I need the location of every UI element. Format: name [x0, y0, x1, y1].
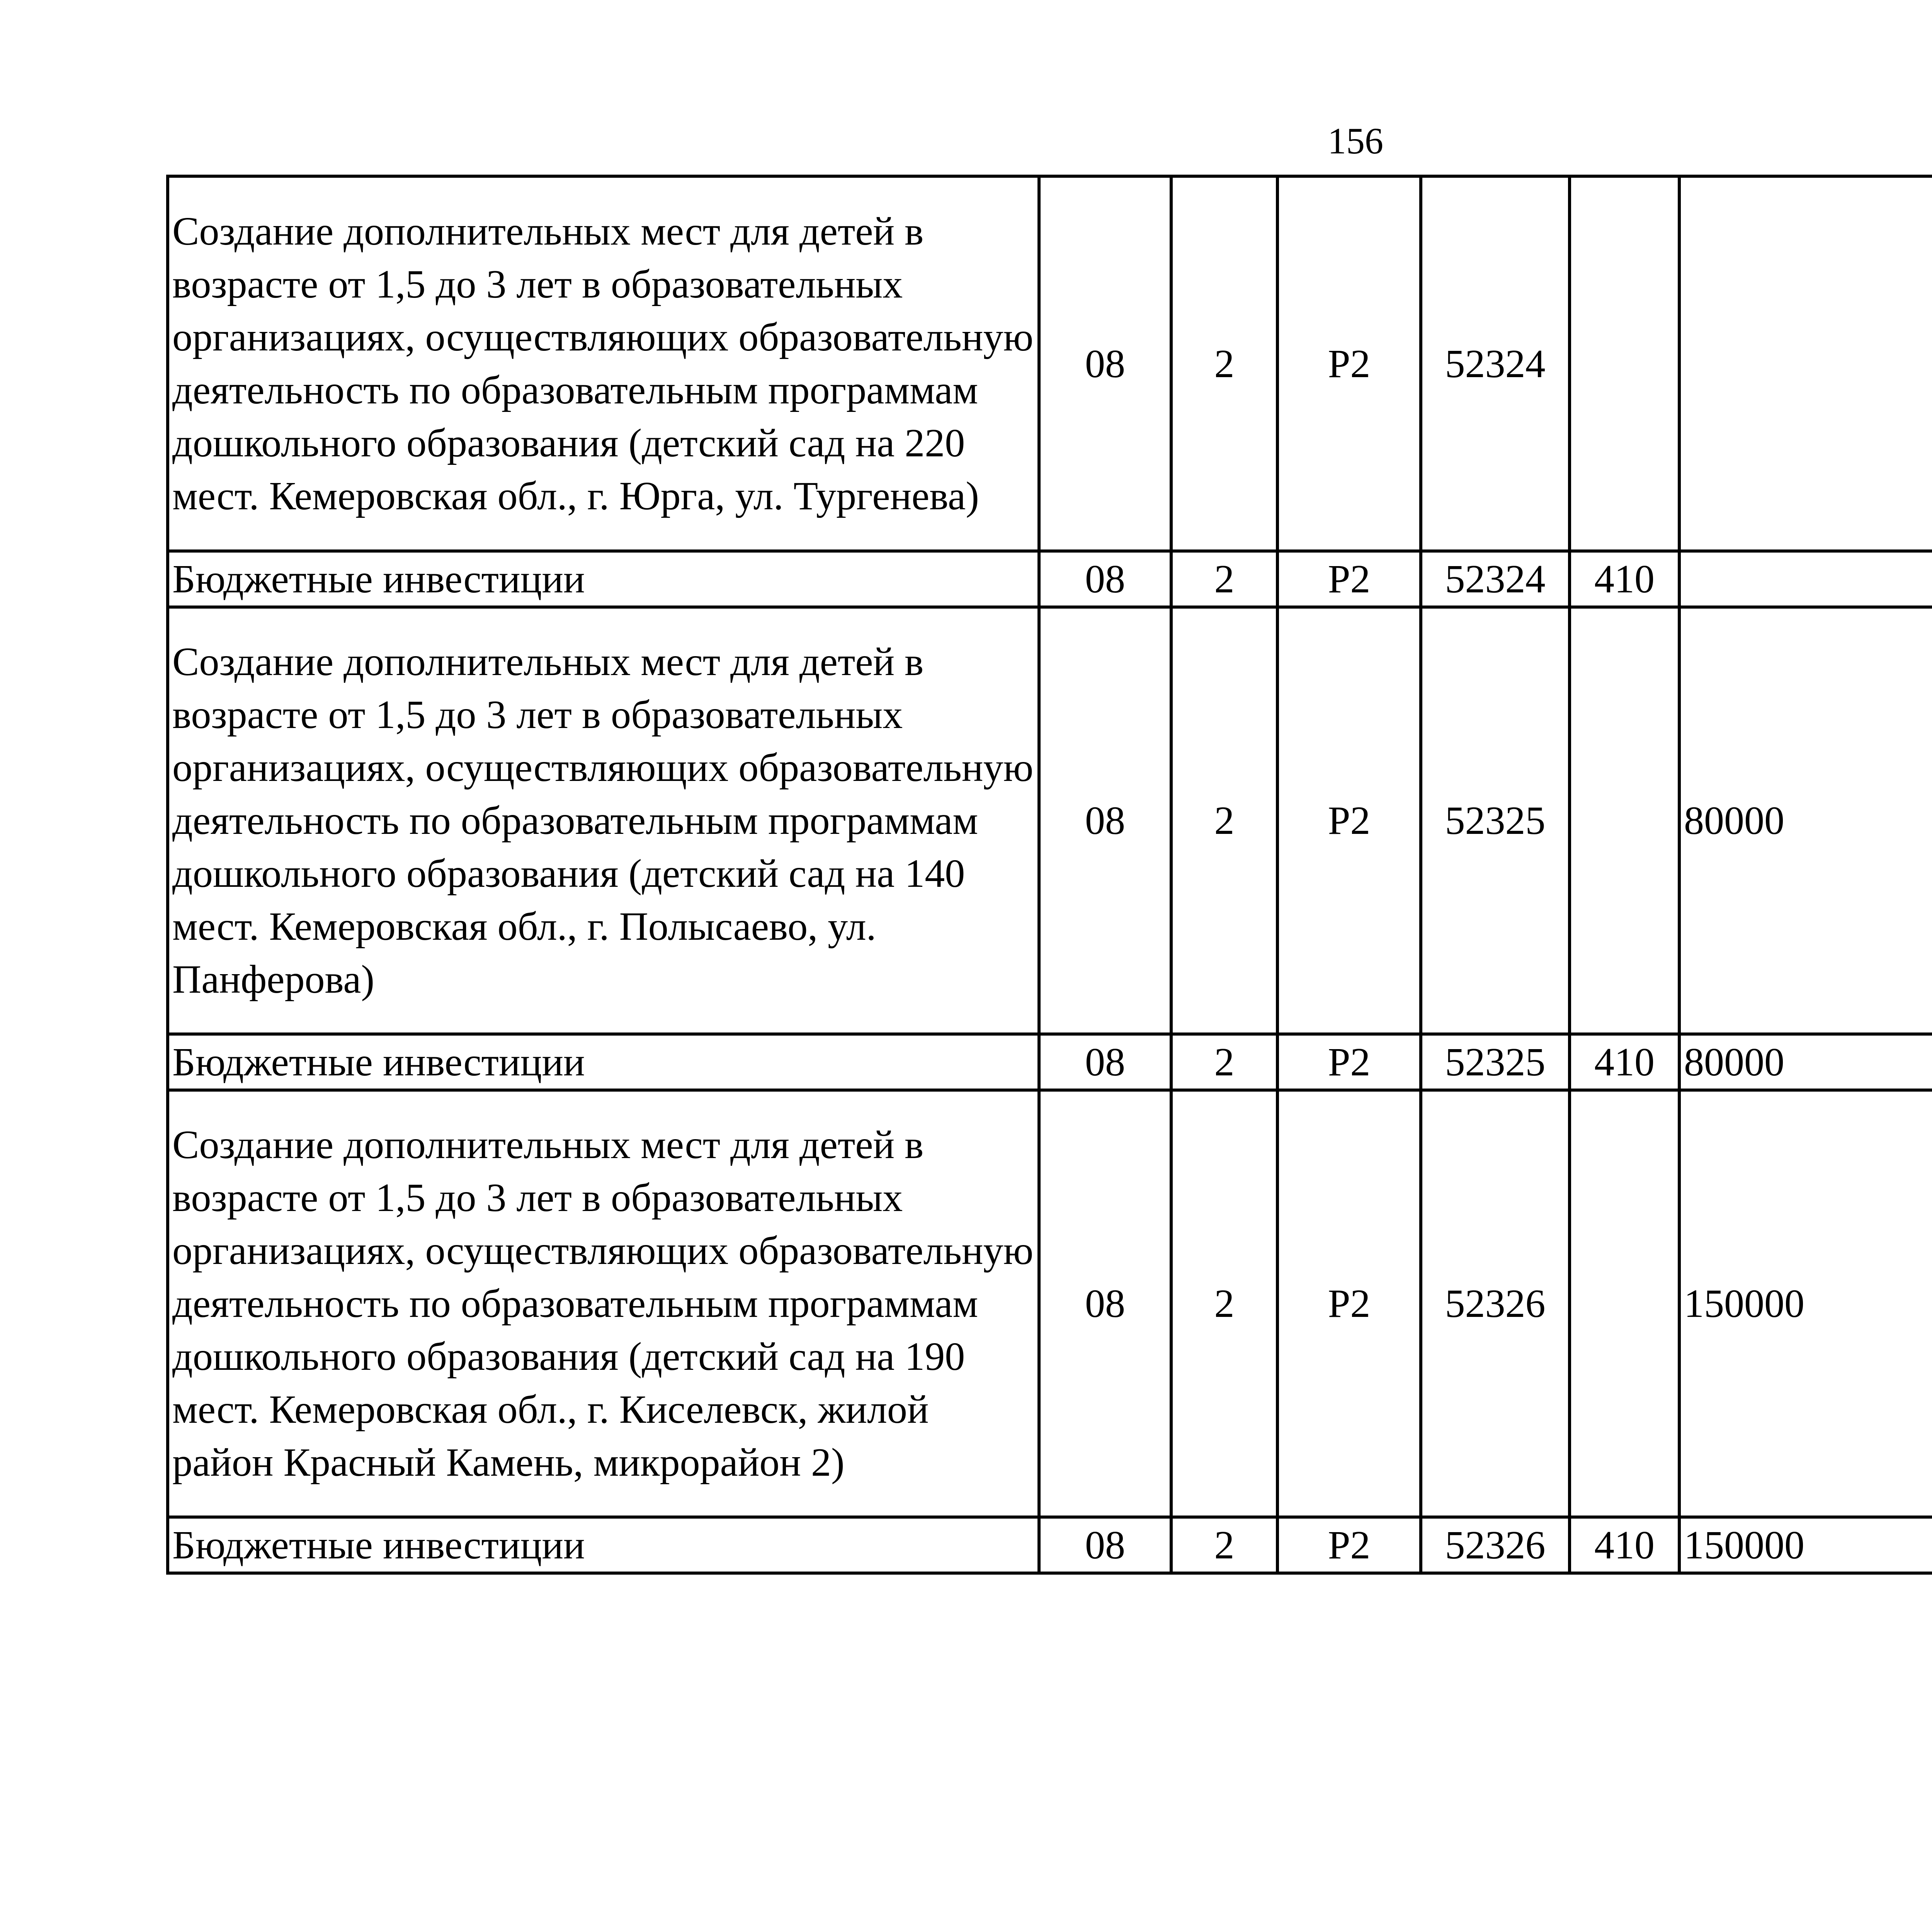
- expense-type: 410: [1570, 1517, 1679, 1573]
- amount-1: 80000: [1679, 607, 1932, 1034]
- section-code: 08: [1039, 176, 1171, 551]
- item-name: Бюджетные инвестиции: [168, 551, 1039, 607]
- item-name: Создание дополнительных мест для детей в возрасте от 1,5 до 3 лет в образовательных организациях, осуществляющих образовательную деятельность по образовательным программам дошкольного образования (детский сад на 220 мест. Кемеровская обл., г. Юрга, ул. Тургенева): [168, 176, 1039, 551]
- table-row: [168, 1034, 1932, 1090]
- item-name: Бюджетные инвестиции: [168, 1034, 1039, 1090]
- direction-code: 52325: [1421, 607, 1570, 1034]
- item-name: Создание дополнительных мест для детей в возрасте от 1,5 до 3 лет в образовательных организациях, осуществляющих образовательную деятельность по образовательным программам дошкольного образования (детский сад на 140 мест. Кемеровская обл., г. Полысаево, ул. Панферова): [168, 607, 1039, 1034]
- amount-1: [1679, 176, 1932, 551]
- direction-code: 52326: [1421, 1090, 1570, 1517]
- expense-type: [1570, 607, 1679, 1034]
- expense-type: 410: [1570, 551, 1679, 607]
- table-row: [168, 176, 1932, 551]
- project-code: Р2: [1277, 1517, 1421, 1573]
- program-code: 2: [1171, 176, 1277, 551]
- item-name: Создание дополнительных мест для детей в возрасте от 1,5 до 3 лет в образовательных организациях, осуществляющих образовательную деятельность по образовательным программам дошкольного образования (детский сад на 190 мест. Кемеровская обл., г. Киселевск, жилой район Красный Камень, микрорайон 2): [168, 1090, 1039, 1517]
- direction-code: 52326: [1421, 1517, 1570, 1573]
- page-number: 156: [1328, 120, 1383, 162]
- section-code: 08: [1039, 1034, 1171, 1090]
- program-code: 2: [1171, 1034, 1277, 1090]
- expense-type: [1570, 176, 1679, 551]
- amount-1: 150000: [1679, 1517, 1932, 1573]
- table-row: [168, 551, 1932, 607]
- program-code: 2: [1171, 607, 1277, 1034]
- program-code: 2: [1171, 1090, 1277, 1517]
- table-row: [168, 1517, 1932, 1573]
- project-code: Р2: [1277, 1090, 1421, 1517]
- section-code: 08: [1039, 1517, 1171, 1573]
- expense-type: [1570, 1090, 1679, 1517]
- direction-code: 52324: [1421, 176, 1570, 551]
- expense-type: 410: [1570, 1034, 1679, 1090]
- project-code: Р2: [1277, 1034, 1421, 1090]
- amount-1: [1679, 551, 1932, 607]
- section-code: 08: [1039, 607, 1171, 1034]
- program-code: 2: [1171, 1517, 1277, 1573]
- item-name: Бюджетные инвестиции: [168, 1517, 1039, 1573]
- amount-1: 80000: [1679, 1034, 1932, 1090]
- budget-table: [166, 175, 1932, 1575]
- program-code: 2: [1171, 551, 1277, 607]
- direction-code: 52325: [1421, 1034, 1570, 1090]
- section-code: 08: [1039, 551, 1171, 607]
- section-code: 08: [1039, 1090, 1171, 1517]
- table-row: [168, 1090, 1932, 1517]
- project-code: Р2: [1277, 551, 1421, 607]
- amount-1: 150000: [1679, 1090, 1932, 1517]
- direction-code: 52324: [1421, 551, 1570, 607]
- table-row: [168, 607, 1932, 1034]
- project-code: Р2: [1277, 176, 1421, 551]
- project-code: Р2: [1277, 607, 1421, 1034]
